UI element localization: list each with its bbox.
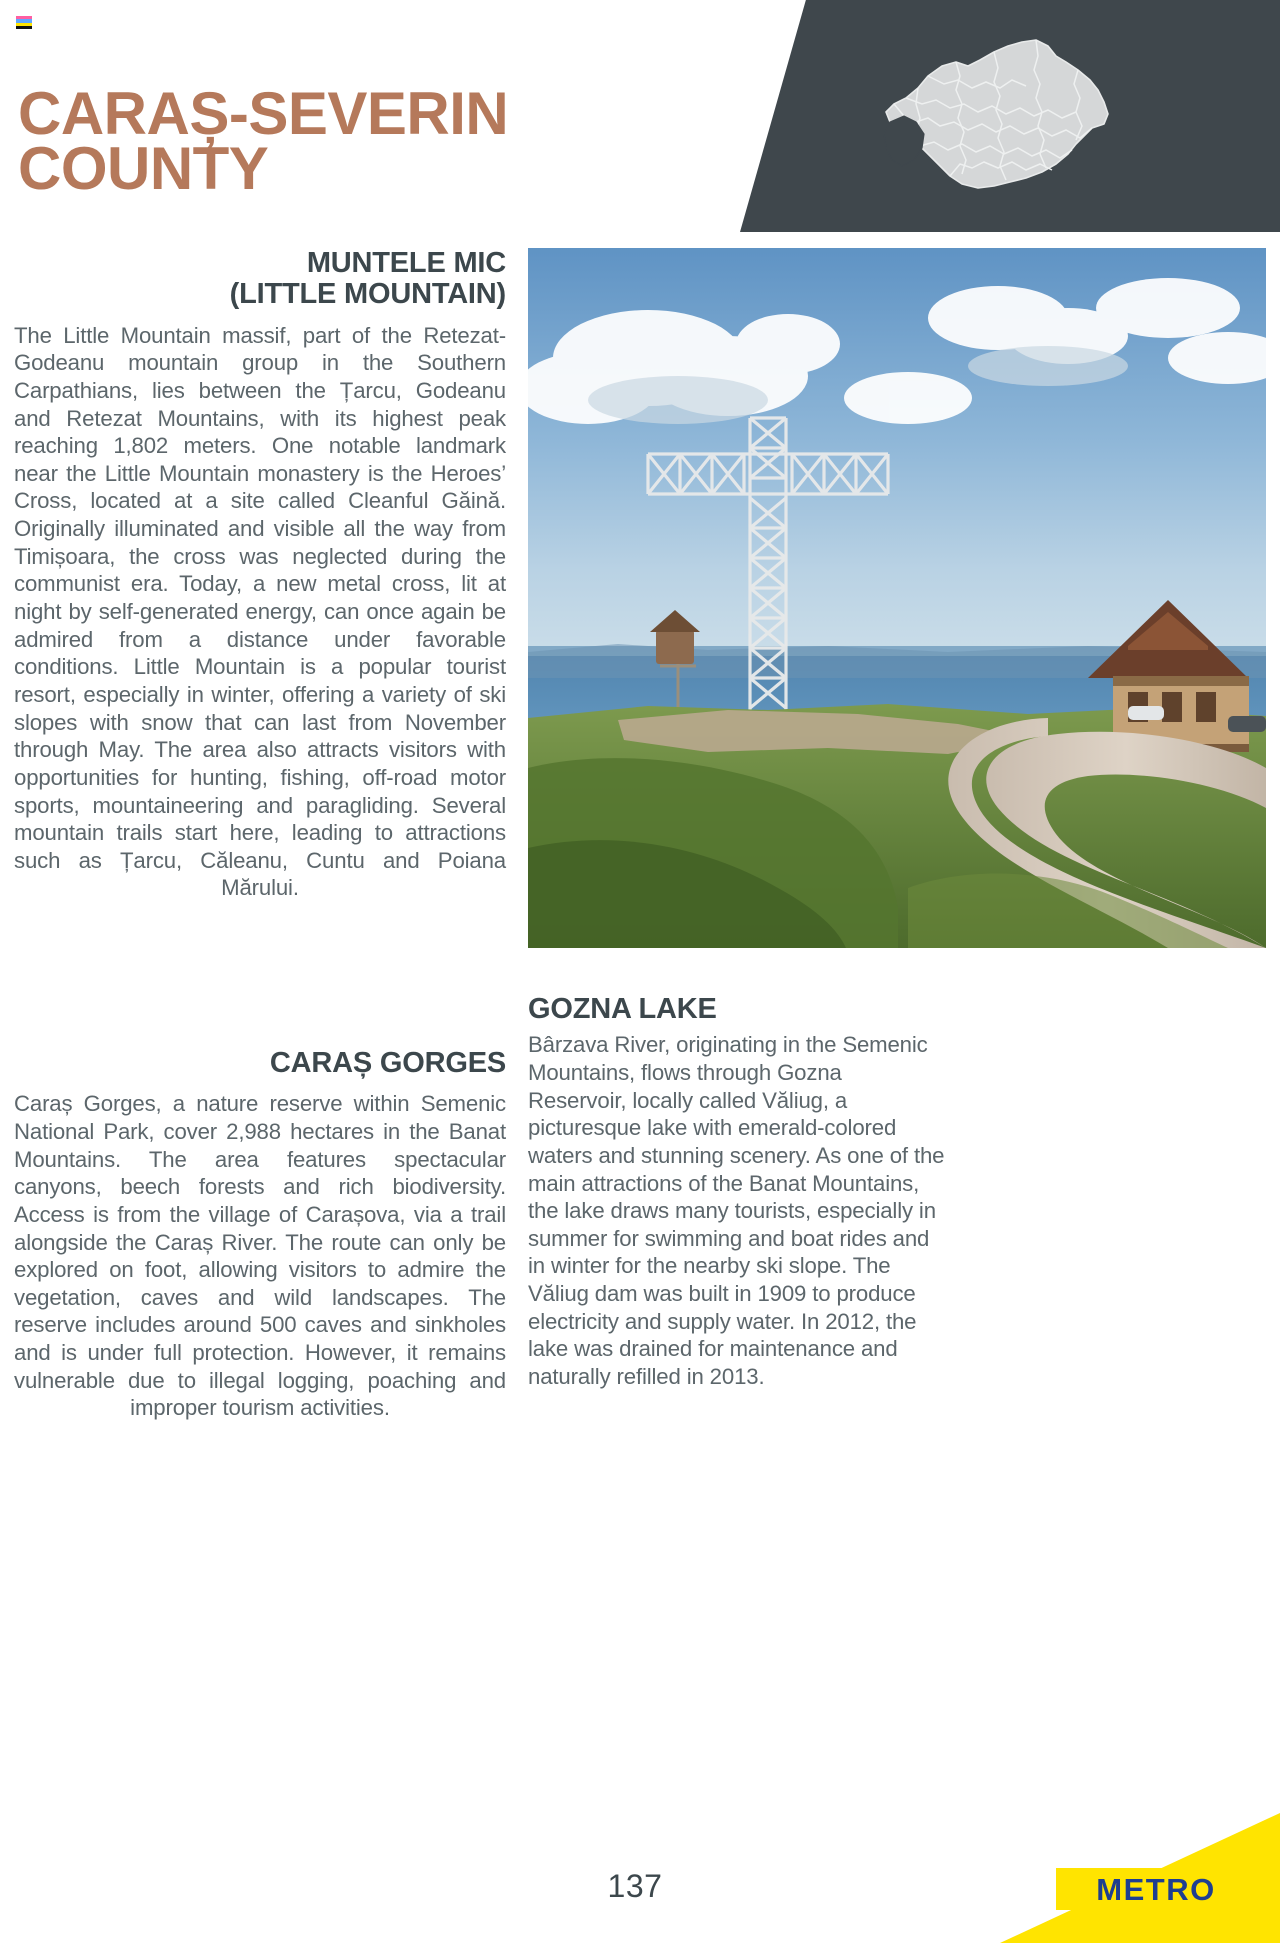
metro-logo — [1056, 1868, 1256, 1910]
gozna-lake-heading: GOZNA LAKE — [528, 993, 717, 1025]
page-title-line1: CARAȘ-SEVERIN — [18, 80, 509, 147]
muntele-mic-heading-line1: MUNTELE MIC — [306, 247, 506, 279]
page-title-line2: COUNTY — [18, 135, 269, 203]
caras-gorges-body: Caraș Gorges, a nature reserve within Semenic National Park, cover 2,988 hectares in the Banat Mountains. The area features spectacular canyons, beech forests and rich biodiversity. Access is from the village of Carașova, via a trail alongside the Caraș River. The route can only be explored on foot, allowing visitors to admire the vegetation, caves and wild landscapes. The reserve includes around 500 caves and sinkholes and is under full protection. However, it remains vulnerable due to illegal logging, poaching and improper tourism activities. — [14, 1091, 506, 1421]
map-panel — [740, 0, 1280, 232]
section-muntele-mic — [14, 248, 506, 902]
hero-photo — [528, 248, 1266, 948]
gozna-lake-body: Bârzava River, originating in the Semenic Mountains, flows through Gozna Reservoir, locally called Văliug, a picturesque lake with emerald-colored waters and stunning scenery. As one of the main attractions of the Banat Mountains, the lake draws many tourists, especially in summer for swimming and boat rides and in winter for the nearby ski slope. The Văliug dam was built in 1909 to produce electricity and supply water. In 2012, the lake was drained for maintenance and naturally refilled in 2013. — [528, 1032, 945, 1389]
page-number: 137 — [607, 1868, 663, 1904]
page-title — [18, 80, 658, 203]
section-gozna-lake — [528, 994, 946, 1391]
striped-flag-icon — [16, 16, 32, 29]
muntele-mic-heading-line2: (LITTLE MOUNTAIN) — [229, 278, 506, 311]
metro-logo-text: METRO — [1096, 1871, 1216, 1907]
romania-county-map-icon — [860, 18, 1120, 218]
section-caras-gorges — [14, 1048, 506, 1422]
muntele-mic-heading — [14, 248, 506, 311]
caras-gorges-heading: CARAȘ GORGES — [269, 1047, 506, 1079]
muntele-mic-body: The Little Mountain massif, part of the Retezat-Godeanu mountain group in the Southern Carpathians, lies between the Țarcu, Godeanu and Retezat Mountains, with its highest peak reaching 1,802 meters. One notable landmark near the Little Mountain monastery is the Heroes’ Cross, located at a site called Cleanful Găină. Originally illuminated and visible all the way from Timișoara, the cross was neglected during the communist era. Today, a new metal cross, lit at night by self-generated energy, can once again be admired from a distance under favorable conditions. Little Mountain is a popular tourist resort, especially in winter, offering a variety of ski slopes with snow that can last from November through May. The area also attracts visitors with opportunities for hunting, fishing, off-road motor sports, mountaineering and paragliding. Several mountain trails start here, leading to attractions such as Țarcu, Căleanu, Cuntu and Poiana Mărului. — [14, 322, 506, 901]
